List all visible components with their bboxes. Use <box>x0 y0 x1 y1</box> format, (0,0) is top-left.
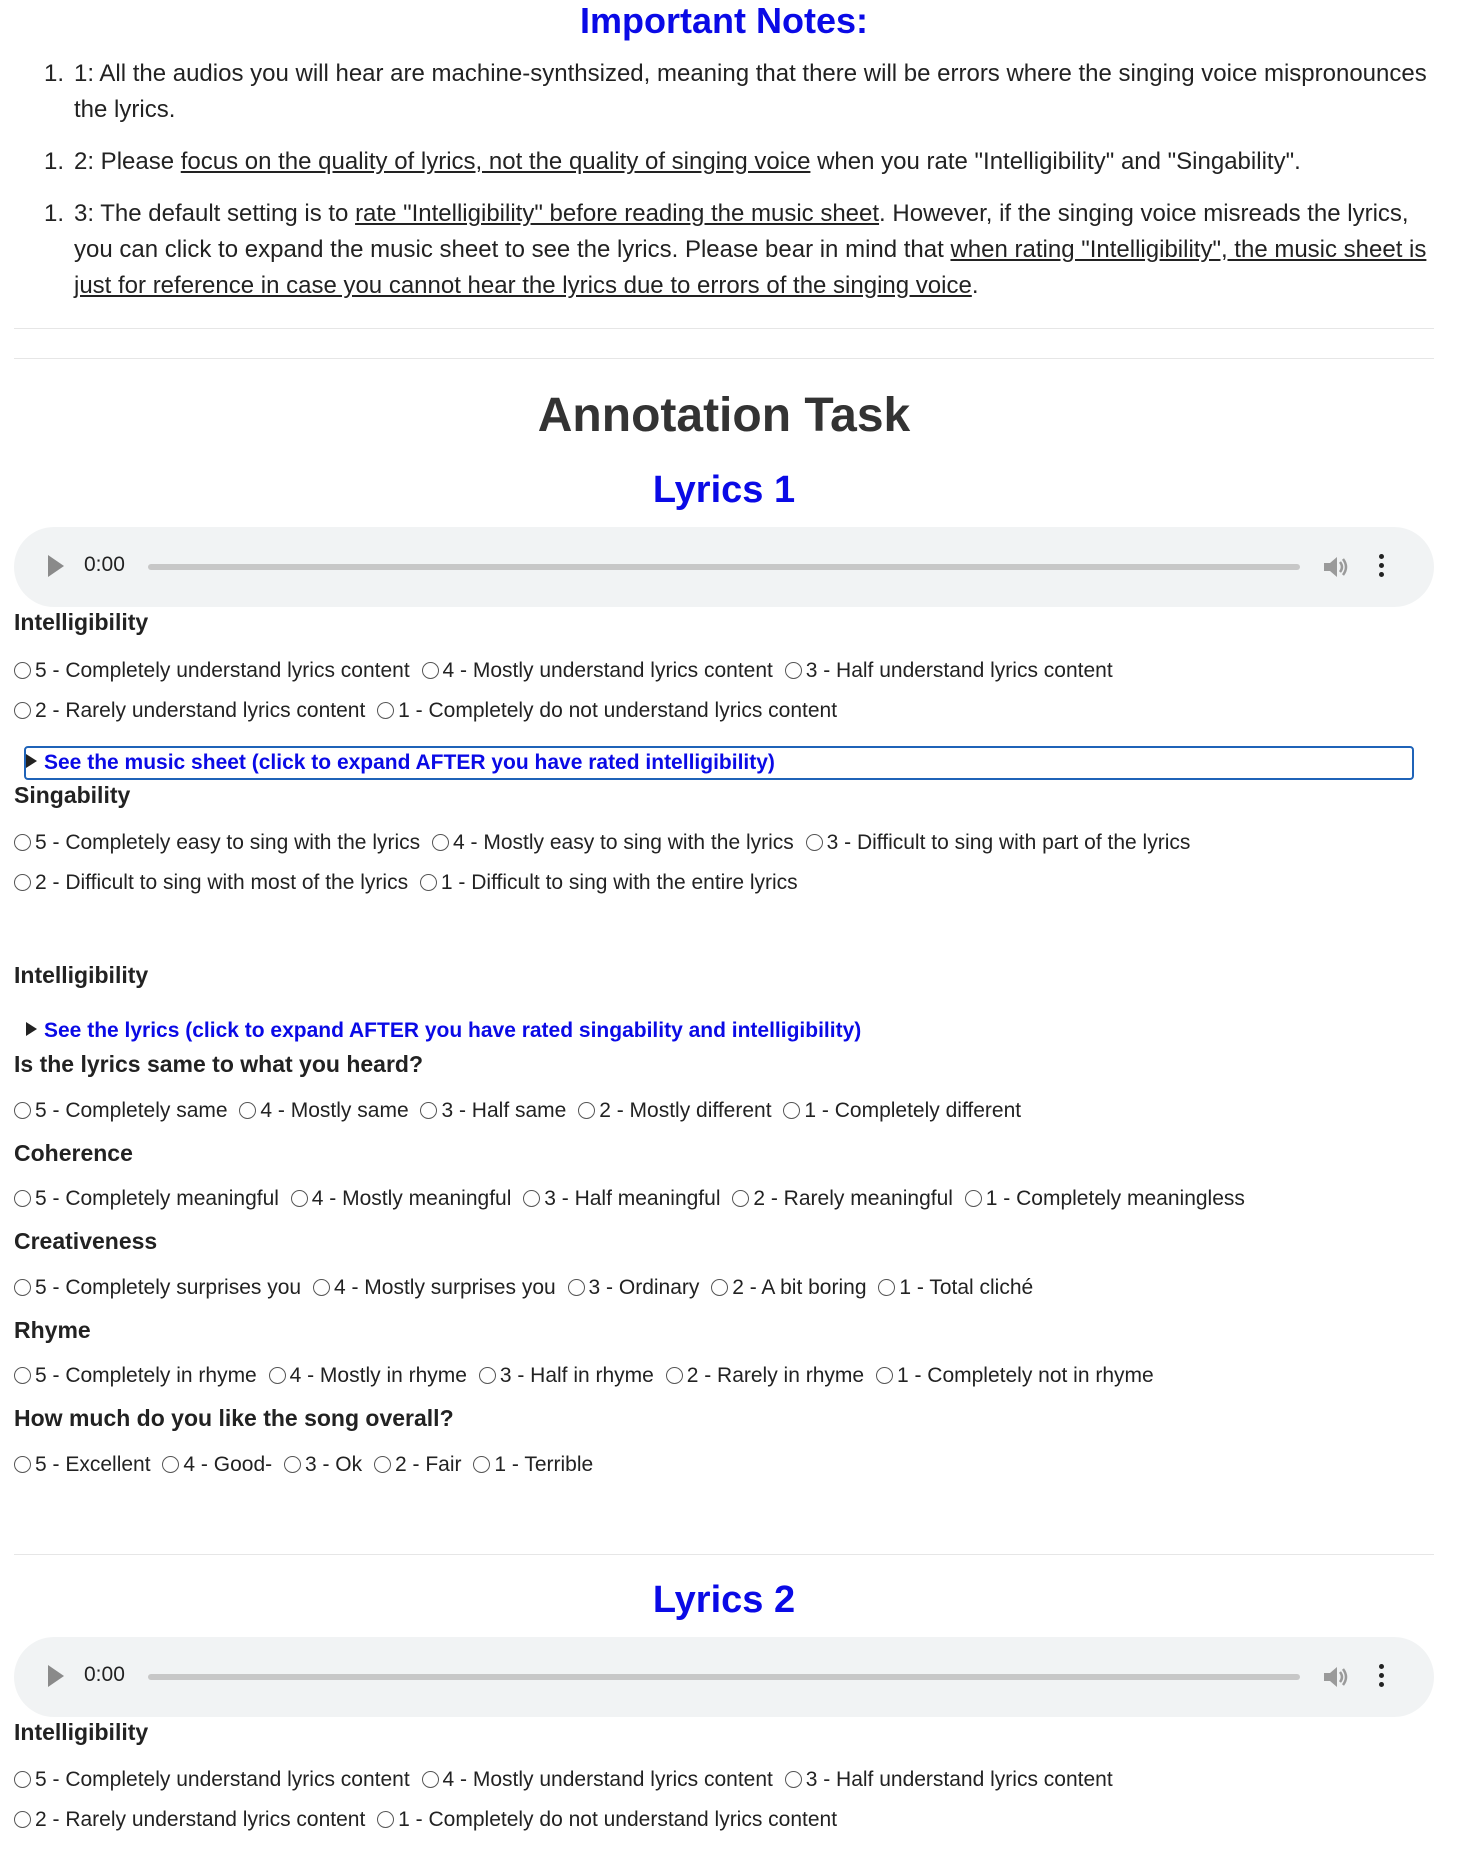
radio-rhyme-1[interactable] <box>876 1367 893 1384</box>
option-label: 3 - Half understand lyrics content <box>805 1768 1113 1791</box>
radio-intelligibility-1[interactable] <box>377 702 394 719</box>
radio-singability-2[interactable] <box>14 874 31 891</box>
radio-creativeness-5[interactable] <box>14 1279 31 1296</box>
lyrics-toggle-label: See the lyrics (click to expand AFTER you have rated singability and intelligibility) <box>44 1019 862 1042</box>
audio-player-1[interactable] <box>14 527 1434 607</box>
radio-coherence-1[interactable] <box>965 1190 982 1207</box>
intelligibility-options-row <box>14 656 1119 686</box>
option-label: 3 - Half in rhyme <box>499 1364 654 1387</box>
option-label: 1 - Completely do not understand lyrics content <box>398 1808 838 1831</box>
volume-icon[interactable] <box>1320 1662 1350 1692</box>
coherence-label: Coherence <box>14 1140 133 1166</box>
rhyme-label: Rhyme <box>14 1317 91 1343</box>
radio-rhyme-4[interactable] <box>269 1367 286 1384</box>
option-label: 1 - Terrible <box>494 1453 594 1476</box>
option-label: 3 - Ok <box>304 1453 363 1476</box>
music-sheet-toggle-label: See the music sheet (click to expand AFTER you have rated intelligibility) <box>44 751 775 774</box>
note-text: 3: The default setting is to <box>74 200 356 227</box>
radio-singability-3[interactable] <box>806 834 823 851</box>
radio-overall-3[interactable] <box>284 1456 301 1473</box>
option-label: 2 - Mostly different <box>599 1099 772 1122</box>
option-label: 1 - Completely not in rhyme <box>896 1364 1154 1387</box>
same-options-row <box>14 1096 1027 1126</box>
intelligibility-options-row <box>14 1765 1119 1795</box>
option-label: 3 - Half same <box>441 1099 567 1122</box>
note-text: 2: Please <box>74 148 181 175</box>
divider <box>14 1554 1434 1555</box>
radio-intelligibility-4[interactable] <box>422 662 439 679</box>
note-item <box>44 56 1434 128</box>
radio-creativeness-3[interactable] <box>568 1279 585 1296</box>
option-label: 3 - Ordinary <box>588 1276 700 1299</box>
volume-icon[interactable] <box>1320 552 1350 582</box>
radio-same-5[interactable] <box>14 1102 31 1119</box>
play-icon[interactable] <box>48 1665 64 1687</box>
audio-progress-track[interactable] <box>148 564 1300 570</box>
note-text: 1: All the audios you will hear are machine-synthsized, meaning that there will be errors where the singing voice mispronounces the lyrics. <box>74 60 1427 123</box>
divider <box>14 358 1434 359</box>
option-label: 4 - Mostly easy to sing with the lyrics <box>453 831 794 854</box>
option-label: 2 - Rarely understand lyrics content <box>35 699 366 722</box>
radio-creativeness-1[interactable] <box>878 1279 895 1296</box>
option-label: 1 - Completely different <box>804 1099 1022 1122</box>
option-label: 3 - Half meaningful <box>544 1187 721 1210</box>
note-text: . <box>971 272 979 299</box>
notes-list <box>14 56 1434 320</box>
note-text: when you rate "Intelligibility" and "Singability". <box>810 148 1301 175</box>
disclosure-triangle-icon <box>26 1022 37 1036</box>
radio-creativeness-2[interactable] <box>711 1279 728 1296</box>
radio-intelligibility-3[interactable] <box>785 662 802 679</box>
option-label: 5 - Completely same <box>35 1099 228 1122</box>
audio-progress-track[interactable] <box>148 1674 1300 1680</box>
option-label: 3 - Half understand lyrics content <box>805 659 1113 682</box>
lyrics-1-title: Lyrics 1 <box>652 469 796 511</box>
radio-intelligibility-5[interactable] <box>14 662 31 679</box>
creativeness-options-row <box>14 1273 1039 1303</box>
music-sheet-toggle[interactable] <box>26 750 775 776</box>
option-label: 4 - Mostly same <box>260 1099 409 1122</box>
option-label: 2 - Rarely in rhyme <box>686 1364 865 1387</box>
overall-label: How much do you like the song overall? <box>14 1405 454 1431</box>
note-underlined-text: focus on the quality of lyrics, not the quality of singing voice <box>180 148 811 175</box>
option-label: 4 - Mostly understand lyrics content <box>442 1768 773 1791</box>
creativeness-label: Creativeness <box>14 1228 158 1254</box>
option-label: 4 - Mostly in rhyme <box>289 1364 467 1387</box>
task-title: Annotation Task <box>537 389 911 442</box>
radio-rhyme-5[interactable] <box>14 1367 31 1384</box>
intelligibility-options-row <box>14 696 843 726</box>
option-label: 5 - Completely surprises you <box>35 1276 302 1299</box>
intelligibility-label-2: Intelligibility <box>14 962 149 988</box>
intelligibility-label: Intelligibility <box>14 609 149 635</box>
radio-overall-5[interactable] <box>14 1456 31 1473</box>
play-icon[interactable] <box>48 555 64 577</box>
note-underlined-text: when rating "Intelligibility", the music sheet is just for reference in case you cannot hear the lyrics due to errors of the singing voice <box>74 236 1427 299</box>
option-label: 1 - Completely meaningless <box>985 1187 1245 1210</box>
note-item <box>44 144 1434 180</box>
option-label: 2 - Rarely meaningful <box>753 1187 953 1210</box>
option-label: 5 - Completely easy to sing with the lyrics <box>35 831 421 854</box>
note-number: 1. <box>44 148 65 175</box>
option-label: 5 - Completely in rhyme <box>35 1364 257 1387</box>
radio-overall-4[interactable] <box>162 1456 179 1473</box>
note-number: 1. <box>44 200 65 227</box>
radio-intelligibility-1[interactable] <box>377 1811 394 1828</box>
radio-same-2[interactable] <box>578 1102 595 1119</box>
option-label: 5 - Completely understand lyrics content <box>35 659 410 682</box>
option-label: 5 - Completely meaningful <box>35 1187 279 1210</box>
more-options-icon[interactable] <box>1376 551 1386 583</box>
rhyme-options-row <box>14 1361 1160 1391</box>
option-label: 2 - Rarely understand lyrics content <box>35 1808 366 1831</box>
option-label: 1 - Completely do not understand lyrics content <box>398 699 838 722</box>
option-label: 5 - Excellent <box>35 1453 151 1476</box>
radio-creativeness-4[interactable] <box>313 1279 330 1296</box>
radio-intelligibility-2[interactable] <box>14 702 31 719</box>
singability-label: Singability <box>14 782 131 808</box>
radio-intelligibility-2[interactable] <box>14 1811 31 1828</box>
radio-intelligibility-3[interactable] <box>785 1771 802 1788</box>
radio-overall-1[interactable] <box>473 1456 490 1473</box>
option-label: 1 - Total cliché <box>899 1276 1034 1299</box>
radio-rhyme-3[interactable] <box>479 1367 496 1384</box>
option-label: 2 - A bit boring <box>732 1276 867 1299</box>
radio-same-3[interactable] <box>420 1102 437 1119</box>
notes-title: Important Notes: <box>580 0 868 41</box>
same-label: Is the lyrics same to what you heard? <box>14 1051 424 1077</box>
radio-coherence-3[interactable] <box>523 1190 540 1207</box>
lyrics-toggle[interactable] <box>26 1018 861 1044</box>
audio-player-2[interactable] <box>14 1637 1434 1717</box>
radio-singability-4[interactable] <box>432 834 449 851</box>
radio-singability-1[interactable] <box>420 874 437 891</box>
audio-time: 0:00 <box>84 1663 125 1686</box>
note-text: . However, if the singing voice misreads the lyrics, you can click to expand the music sheet to see the lyrics. Please bear in mind that <box>74 200 1409 263</box>
radio-singability-5[interactable] <box>14 834 31 851</box>
intelligibility-options-row <box>14 1805 843 1835</box>
more-options-icon[interactable] <box>1376 1661 1386 1693</box>
option-label: 2 - Difficult to sing with most of the lyrics <box>35 871 409 894</box>
option-label: 2 - Fair <box>395 1453 462 1476</box>
radio-intelligibility-4[interactable] <box>422 1771 439 1788</box>
option-label: 5 - Completely understand lyrics content <box>35 1768 410 1791</box>
note-underlined-text: rate "Intelligibility" before reading the music sheet <box>355 200 880 227</box>
overall-options-row <box>14 1450 599 1480</box>
radio-coherence-2[interactable] <box>732 1190 749 1207</box>
option-label: 4 - Mostly meaningful <box>311 1187 512 1210</box>
radio-coherence-5[interactable] <box>14 1190 31 1207</box>
disclosure-triangle-icon <box>26 754 37 768</box>
radio-intelligibility-5[interactable] <box>14 1771 31 1788</box>
note-item <box>44 196 1434 304</box>
lyrics-2-title: Lyrics 2 <box>652 1579 796 1621</box>
divider <box>14 328 1434 329</box>
radio-same-1[interactable] <box>783 1102 800 1119</box>
option-label: 3 - Difficult to sing with part of the lyrics <box>826 831 1191 854</box>
radio-coherence-4[interactable] <box>291 1190 308 1207</box>
radio-overall-2[interactable] <box>374 1456 391 1473</box>
radio-same-4[interactable] <box>239 1102 256 1119</box>
option-label: 1 - Difficult to sing with the entire lyrics <box>440 871 798 894</box>
option-label: 4 - Mostly surprises you <box>333 1276 556 1299</box>
note-number: 1. <box>44 60 65 87</box>
singability-options-row <box>14 828 1196 858</box>
coherence-options-row <box>14 1184 1251 1214</box>
option-label: 4 - Good- <box>183 1453 273 1476</box>
radio-rhyme-2[interactable] <box>666 1367 683 1384</box>
intelligibility-label: Intelligibility <box>14 1719 149 1745</box>
singability-options-row <box>14 868 804 898</box>
audio-time: 0:00 <box>84 553 125 576</box>
option-label: 4 - Mostly understand lyrics content <box>442 659 773 682</box>
